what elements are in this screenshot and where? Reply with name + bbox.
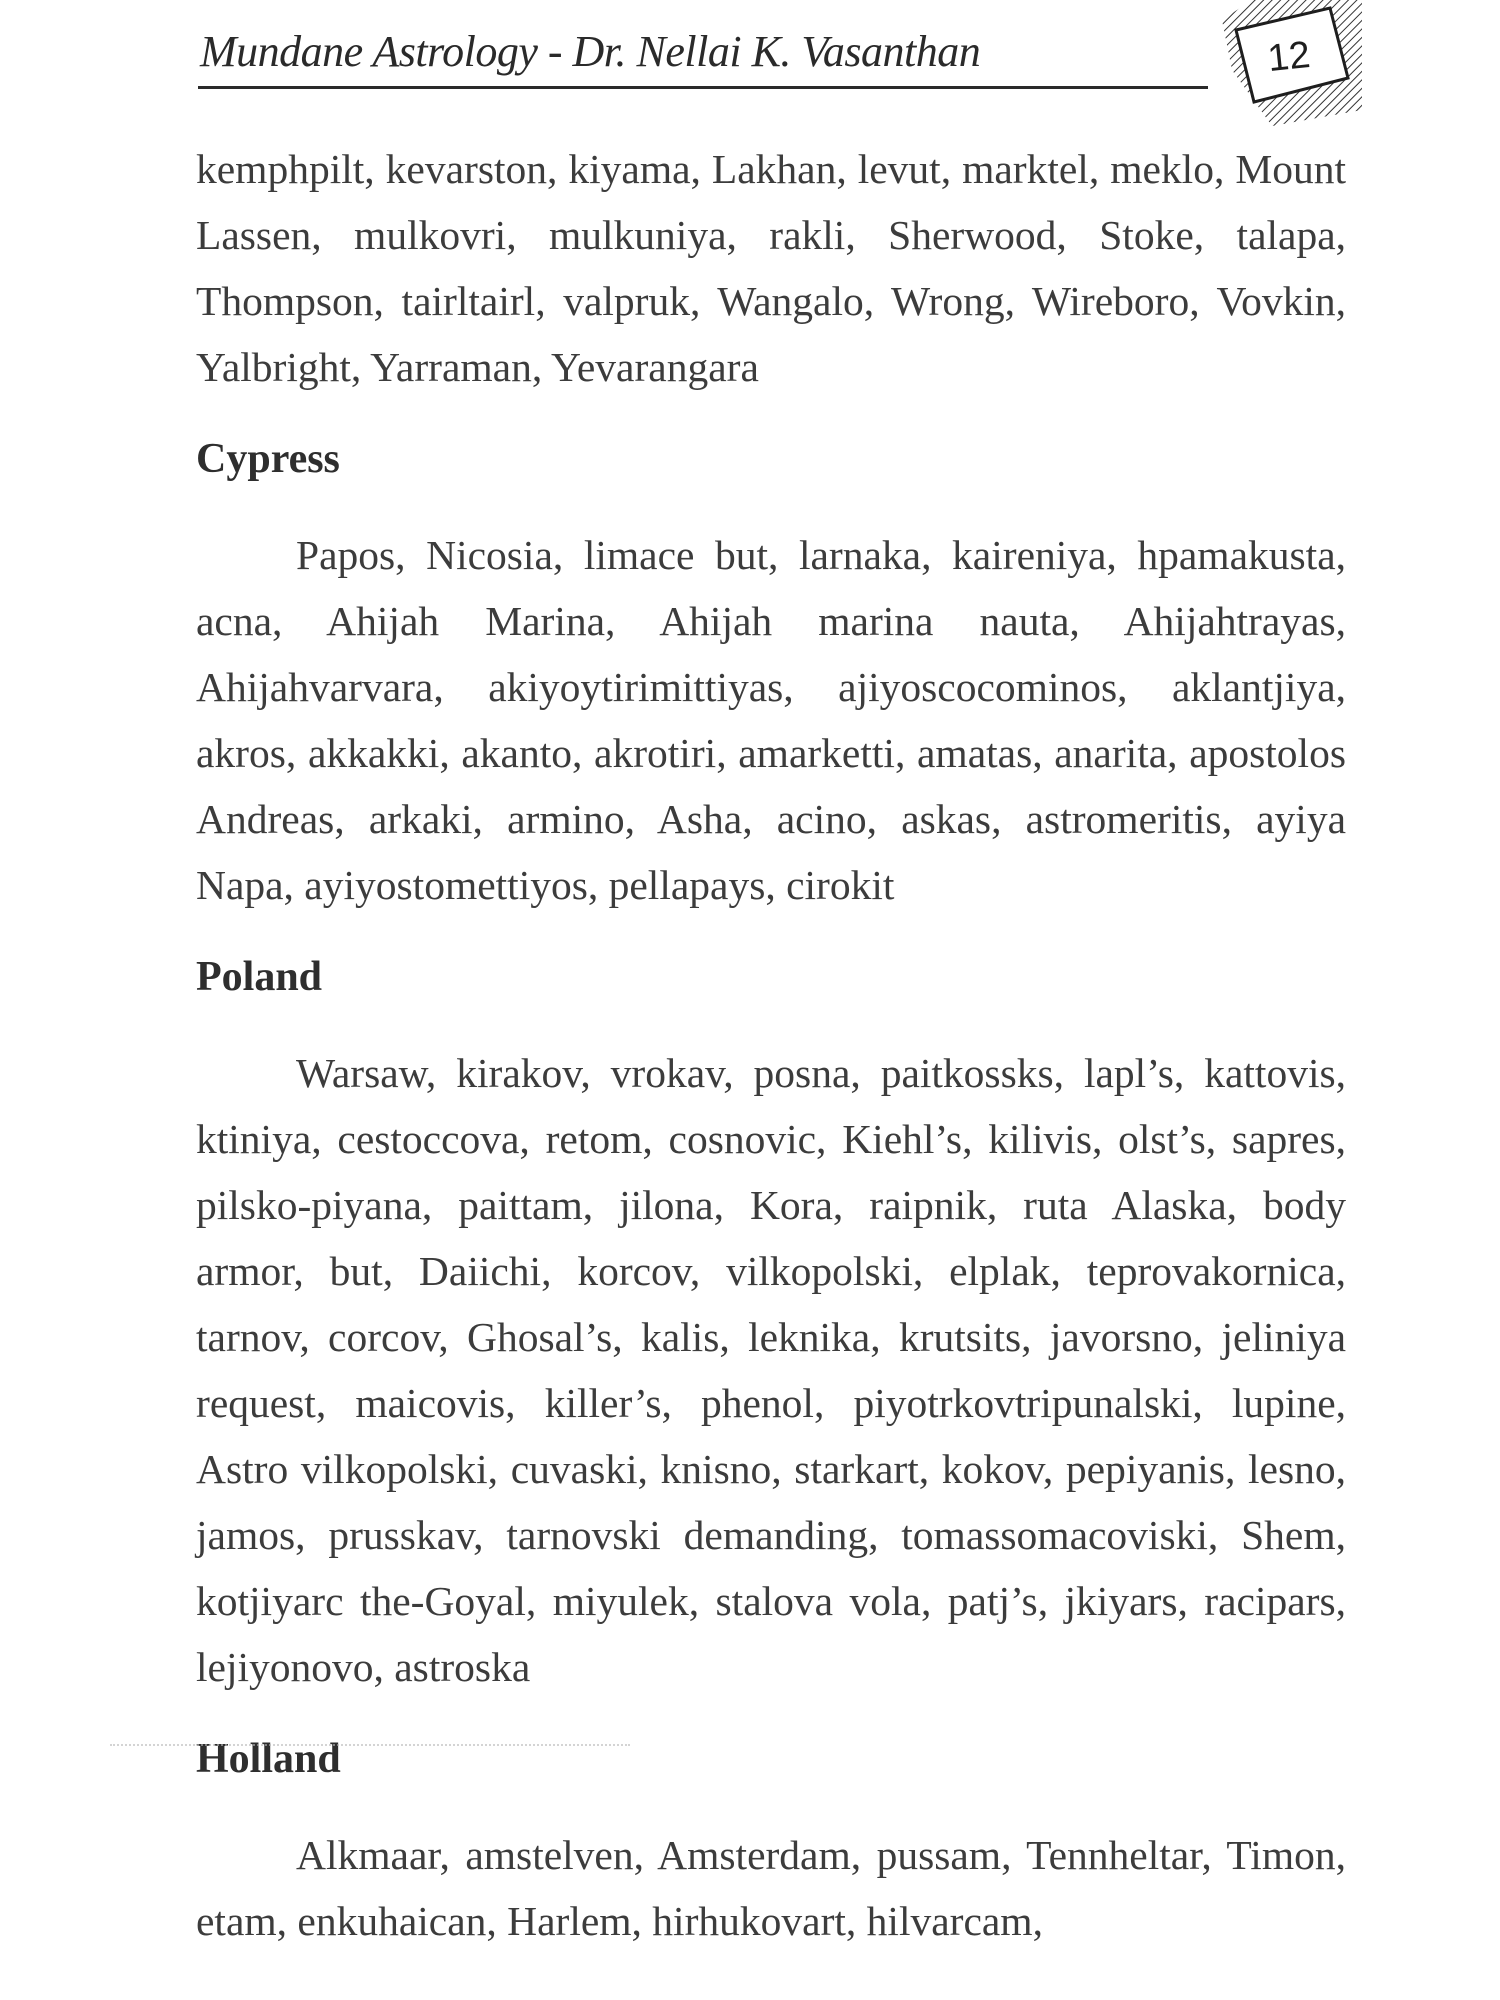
header-rule — [198, 86, 1208, 89]
section-heading-cypress: Cypress — [196, 436, 340, 482]
holland-paragraph: Alkmaar, amstelven, Amsterdam, pussam, Tennheltar, Timon, etam, enkuhaican, Harlem, hirhukovart, hilvarcam, — [196, 1832, 1346, 1944]
page-number-badge — [1212, 0, 1362, 126]
cypress-paragraph: Papos, Nicosia, limace but, larnaka, kaireniya, hpamakusta, acna, Ahijah Marina, Ahijah marina nauta, Ahijahtrayas, Ahijahvarvara, akiyoytirimittiyas, ajiyoscocominos, aklantjiya, akros, akkakki, akanto, akrotiri, amarketti, amatas, anarita, apostolos Andreas, arkaki, armino, Asha, acino, askas, astromeritis, ayiya Napa, ayiyostomettiyos, pellapays, cirokit — [196, 532, 1346, 908]
running-header — [198, 22, 1208, 92]
poland-paragraph: Warsaw, kirakov, vrokav, posna, paitkossks, lapl’s, kattovis, ktiniya, cestoccova, retom, cosnovic, Kiehl’s, kilivis, olst’s, sapres, pilsko-piyana, paittam, jilona, Kora, raipnik, ruta Alaska, body armor, but, Daiichi, korcov, vilkopolski, elplak, teprovakornica, tarnov, corcov, Ghosal’s, kalis, leknika, krutsits, javorsno, jeliniya request, maicovis, killer’s, phenol, piyotrkovtripunalski, lupine, Astro vilkopolski, cuvaski, knisno, starkart, kokov, pepiyanis, lesno, jamos, prusskav, tarnovski demanding, tomassomacoviski, Shem, kotjiyarc the-Goyal, miyulek, stalova vola, patj’s, jkiyars, racipars, lejiyonovo, astroska — [196, 1050, 1346, 1690]
section-heading-poland: Poland — [196, 954, 323, 1000]
scan-artifact-divider — [110, 1744, 630, 1754]
page-body — [196, 136, 1346, 1954]
section-heading-holland: Holland — [196, 1736, 341, 1782]
page-number: 12 — [1265, 33, 1313, 81]
header-title: Mundane Astrology - Dr. Nellai K. Vasanthan — [200, 27, 981, 76]
intro-paragraph: kemphpilt, kevarston, kiyama, Lakhan, levut, marktel, meklo, Mount Lassen, mulkovri, mulkuniya, rakli, Sherwood, Stoke, talapa, Thompson, tairltairl, valpruk, Wangalo, Wrong, Wireboro, Vovkin, Yalbright, Yarraman, Yevarangara — [196, 146, 1346, 390]
